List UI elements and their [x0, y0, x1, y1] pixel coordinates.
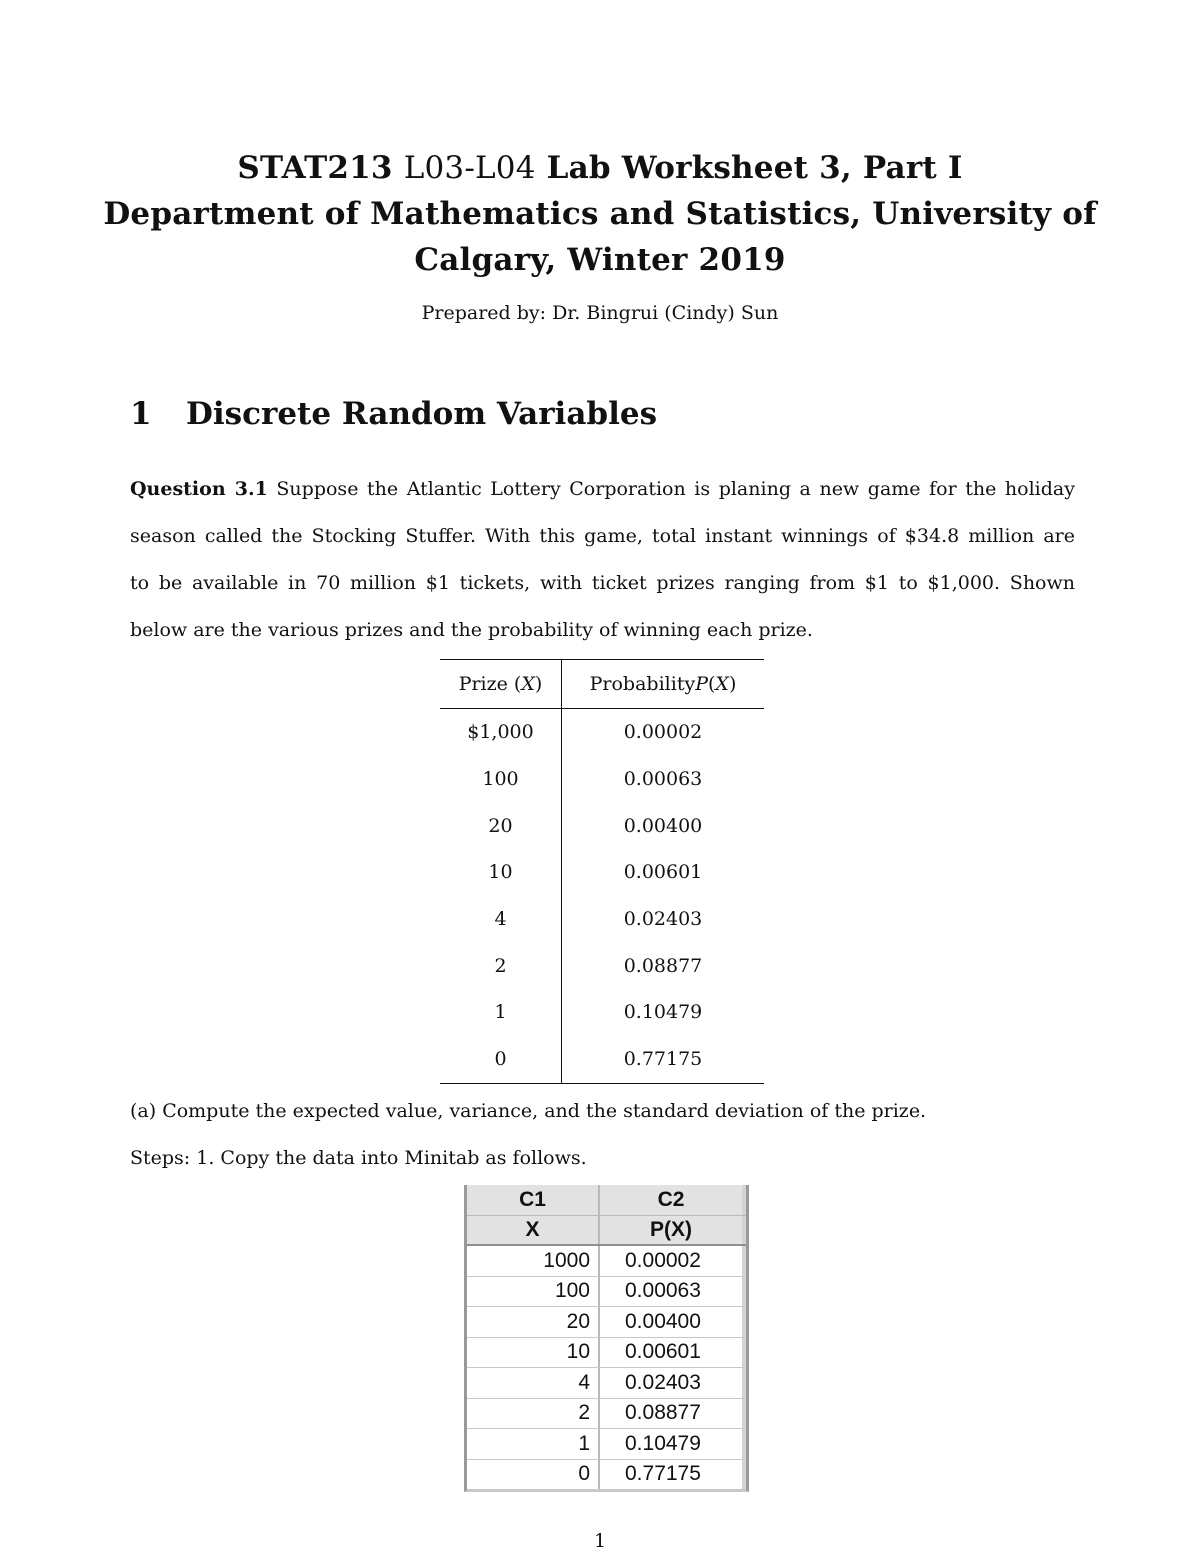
- minitab-p-cell[interactable]: 0.00601: [600, 1338, 746, 1368]
- probability-column-header: Probability P ( X ): [589, 673, 737, 695]
- prize-cell: 1: [440, 989, 562, 1036]
- minitab-row: [467, 1338, 746, 1369]
- prize-cell: 4: [440, 896, 562, 943]
- minitab-row: [467, 1246, 746, 1277]
- worksheet-title: Lab Worksheet 3, Part I: [535, 150, 963, 186]
- course-code: STAT213: [237, 150, 404, 186]
- minitab-col2-id[interactable]: C2: [600, 1185, 746, 1215]
- section-title: Discrete Random Variables: [186, 396, 658, 432]
- minitab-column-id-row: [467, 1185, 746, 1216]
- table-row: [440, 849, 764, 896]
- minitab-x-cell[interactable]: 2: [467, 1399, 600, 1429]
- question-label: Question 3.1: [130, 478, 268, 500]
- document-title-line-2: Department of Mathematics and Statistics, University of: [103, 196, 1097, 232]
- part-a-instruction: (a) Compute the expected value, variance, and the standard deviation of the prize.: [130, 1100, 927, 1122]
- prize-cell: 2: [440, 942, 562, 989]
- probability-cell: 0.00400: [623, 814, 703, 837]
- prize-probability-table: [440, 659, 764, 1084]
- document-title-line-3: Calgary, Winter 2019: [414, 242, 786, 278]
- minitab-p-cell[interactable]: 0.77175: [600, 1460, 746, 1490]
- minitab-x-cell[interactable]: 10: [467, 1338, 600, 1368]
- lab-section: L03-L04: [403, 150, 536, 186]
- probability-cell: 0.08877: [623, 954, 703, 977]
- minitab-p-cell[interactable]: 0.10479: [600, 1429, 746, 1459]
- document-title-line-1: [0, 150, 1200, 186]
- table-row: [440, 756, 764, 803]
- prize-column-header: Prize ( X ): [440, 660, 562, 708]
- minitab-row: [467, 1307, 746, 1338]
- minitab-row: [467, 1368, 746, 1399]
- question-line-3: to be available in 70 million $1 tickets, with ticket prizes ranging from $1 to $1,000. Shown: [130, 572, 1075, 594]
- table-header-row: [440, 660, 764, 709]
- minitab-column-name-row: [467, 1216, 746, 1247]
- minitab-x-cell[interactable]: 1000: [467, 1246, 600, 1276]
- table-row: [440, 802, 764, 849]
- table-row: [440, 1036, 764, 1083]
- section-number: 1: [130, 396, 152, 432]
- minitab-x-cell[interactable]: 20: [467, 1307, 600, 1337]
- minitab-p-cell[interactable]: 0.00063: [600, 1277, 746, 1307]
- prize-cell: 0: [440, 1036, 562, 1083]
- minitab-row: [467, 1277, 746, 1308]
- page-number: 1: [593, 1530, 607, 1552]
- author-line: Prepared by: Dr. Bingrui (Cindy) Sun: [421, 302, 779, 324]
- prize-cell: $1,000: [440, 709, 562, 756]
- minitab-p-cell[interactable]: 0.02403: [600, 1368, 746, 1398]
- minitab-x-cell[interactable]: 1: [467, 1429, 600, 1459]
- table-row: [440, 942, 764, 989]
- probability-cell: 0.77175: [623, 1048, 703, 1071]
- minitab-x-cell[interactable]: 0: [467, 1460, 600, 1490]
- minitab-p-cell[interactable]: 0.00002: [600, 1246, 746, 1276]
- question-text-1: Suppose the Atlantic Lottery Corporation is planing a new game for the holiday: [267, 478, 1075, 500]
- question-line-1: [130, 477, 1075, 501]
- prize-cell: 100: [440, 756, 562, 803]
- probability-cell: 0.00601: [623, 861, 703, 884]
- prize-cell: 10: [440, 849, 562, 896]
- minitab-col1-name[interactable]: X: [467, 1216, 600, 1245]
- table-row: [440, 896, 764, 943]
- question-line-4: below are the various prizes and the probability of winning each prize.: [130, 619, 813, 641]
- question-line-2: season called the Stocking Stuffer. With this game, total instant winnings of $34.8 million are: [130, 525, 1075, 547]
- minitab-p-cell[interactable]: 0.00400: [600, 1307, 746, 1337]
- minitab-x-cell[interactable]: 4: [467, 1368, 600, 1398]
- prize-cell: 20: [440, 802, 562, 849]
- minitab-p-cell[interactable]: 0.08877: [600, 1399, 746, 1429]
- minitab-row: [467, 1399, 746, 1430]
- minitab-col2-name[interactable]: P(X): [600, 1216, 746, 1245]
- probability-cell: 0.00063: [623, 768, 703, 791]
- probability-cell: 0.10479: [623, 1001, 703, 1024]
- probability-cell: 0.02403: [623, 908, 703, 931]
- minitab-row: [467, 1429, 746, 1460]
- minitab-col1-id[interactable]: C1: [467, 1185, 600, 1215]
- minitab-worksheet: [464, 1185, 749, 1492]
- section-heading: [130, 396, 657, 432]
- table-row: [440, 709, 764, 756]
- probability-cell: 0.00002: [623, 721, 703, 744]
- table-row: [440, 989, 764, 1036]
- minitab-row: [467, 1460, 746, 1491]
- minitab-x-cell[interactable]: 100: [467, 1277, 600, 1307]
- steps-instruction: Steps: 1. Copy the data into Minitab as follows.: [130, 1147, 587, 1169]
